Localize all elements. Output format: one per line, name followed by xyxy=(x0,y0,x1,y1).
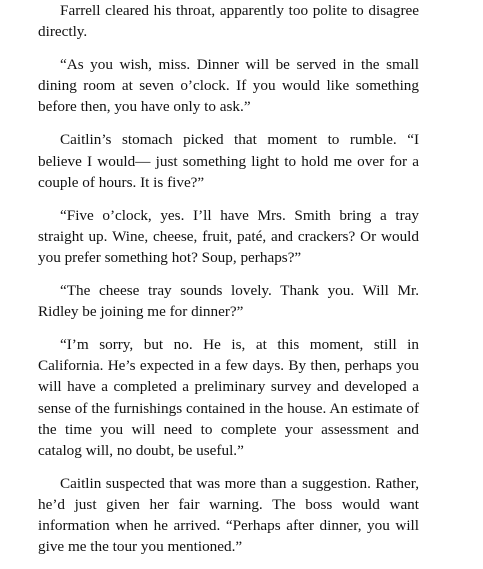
paragraph-6: “I’m sorry, but no. He is, at this moment, still in California. He’s expected in a few days. By then, perhaps you will have a completed a preliminary survey and developed a sense of the furnishings contained in the house. An estimate of the time you will need to complete your assessment and catalog will, no doubt, be useful.” xyxy=(38,336,419,459)
paragraph-2: “As you wish, miss. Dinner will be served in the small dining room at seven o’clock. If you would like something before then, you have only to ask.” xyxy=(38,56,419,116)
paragraph-7: Caitlin suspected that was more than a suggestion. Rather, he’d just given her fair warning. The boss would want information when he arrived. “Perhaps after dinner, you will give me the tour you mentioned.” xyxy=(38,474,419,556)
paragraph-5: “The cheese tray sounds lovely. Thank you. Will Mr. Ridley be joining me for dinner?” xyxy=(38,282,419,321)
paragraph-1: Farrell cleared his throat, apparently too polite to disagree directly. xyxy=(38,2,419,41)
paragraph-4: “Five o’clock, yes. I’ll have Mrs. Smith bring a tray straight up. Wine, cheese, fruit, paté, and crackers? Or would you prefer something hot? Soup, perhaps?” xyxy=(38,206,419,266)
document-page xyxy=(38,0,419,569)
paragraph-3: Caitlin’s stomach picked that moment to rumble. “I believe I would— just something light to hold me over for a couple of hours. It is five?” xyxy=(38,131,419,191)
